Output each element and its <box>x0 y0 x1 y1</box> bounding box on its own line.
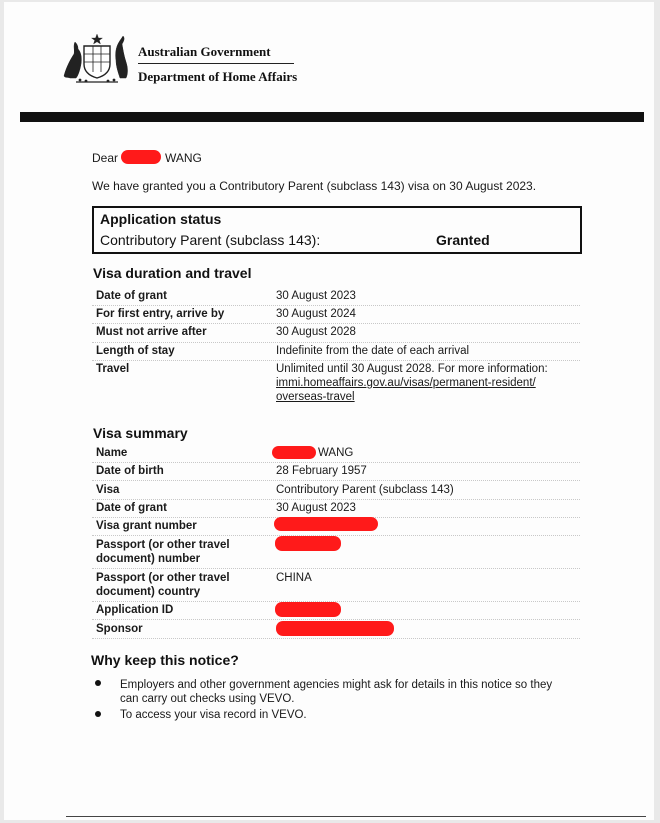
status-title: Application status <box>100 211 222 227</box>
row-value: 30 August 2024 <box>276 308 356 320</box>
row-value: Contributory Parent (subclass 143) <box>276 484 454 496</box>
row-value: 30 August 2023 <box>276 502 356 514</box>
row-label: Travel <box>96 363 130 375</box>
row-label: Date of birth <box>96 465 164 477</box>
redacted-given-name <box>272 446 316 459</box>
summary-heading: Visa summary <box>93 425 188 441</box>
row-label: For first entry, arrive by <box>96 308 225 320</box>
row-divider <box>92 499 580 500</box>
row-value: 30 August 2028 <box>276 326 356 338</box>
header-divider <box>138 63 294 64</box>
row-divider <box>92 638 580 639</box>
salutation-surname: WANG <box>165 151 202 165</box>
redacted-application-id <box>275 602 341 617</box>
row-label: Application ID <box>96 604 174 616</box>
grant-intro: We have granted you a Contributory Parent (subclass 143) visa on 30 August 2023. <box>92 179 537 193</box>
status-visa-type: Contributory Parent (subclass 143): <box>100 232 321 248</box>
redacted-passport-number <box>275 536 341 551</box>
row-label: Name <box>96 447 128 459</box>
department-name: Department of Home Affairs <box>138 69 298 84</box>
application-status-box <box>92 206 582 254</box>
row-label: Visa <box>96 484 120 496</box>
row-label: Sponsor <box>96 623 143 635</box>
row-value: WANG <box>318 447 354 459</box>
row-divider <box>92 619 580 620</box>
salutation: Dear <box>92 151 119 165</box>
coat-of-arms-icon <box>60 32 134 84</box>
row-value: 30 August 2023 <box>276 290 356 302</box>
row-label: Must not arrive after <box>96 326 207 338</box>
visa-grant-notice <box>4 2 654 820</box>
header-bar <box>20 112 644 122</box>
notice-bullet-cont: can carry out checks using VEVO. <box>120 693 295 705</box>
row-label-cont: document) number <box>96 553 201 565</box>
row-divider <box>92 305 580 306</box>
redacted-given-name <box>121 150 161 164</box>
row-divider <box>92 568 580 569</box>
travel-info-link[interactable]: immi.homeaffairs.gov.au/visas/permanent-resident/ <box>276 377 536 389</box>
row-label: Passport (or other travel <box>96 539 230 551</box>
bullet-icon <box>95 680 101 686</box>
bullet-icon <box>95 711 101 717</box>
footer-rule <box>66 816 646 817</box>
row-value: Unlimited until 30 August 2028. For more information: <box>276 363 548 375</box>
row-divider <box>92 480 580 481</box>
row-divider <box>92 342 580 343</box>
duration-heading: Visa duration and travel <box>93 265 252 281</box>
notice-bullet: Employers and other government agencies might ask for details in this notice so they <box>120 679 553 691</box>
status-badge: Granted <box>436 232 490 248</box>
notice-bullet: To access your visa record in VEVO. <box>120 709 307 721</box>
row-divider <box>92 462 580 463</box>
row-divider <box>92 323 580 324</box>
travel-info-link-cont[interactable]: overseas-travel <box>276 391 355 403</box>
row-divider <box>92 360 580 361</box>
row-label: Visa grant number <box>96 520 197 532</box>
row-label: Date of grant <box>96 502 167 514</box>
row-label-cont: document) country <box>96 586 201 598</box>
org-name: Australian Government <box>138 44 271 59</box>
row-value: CHINA <box>276 572 312 584</box>
row-label: Date of grant <box>96 290 167 302</box>
row-value: 28 February 1957 <box>276 465 367 477</box>
row-label: Length of stay <box>96 345 175 357</box>
redacted-grant-number <box>274 517 378 531</box>
row-value: Indefinite from the date of each arrival <box>276 345 470 357</box>
row-label: Passport (or other travel <box>96 572 230 584</box>
redacted-sponsor <box>276 621 394 636</box>
notice-heading: Why keep this notice? <box>91 652 239 668</box>
